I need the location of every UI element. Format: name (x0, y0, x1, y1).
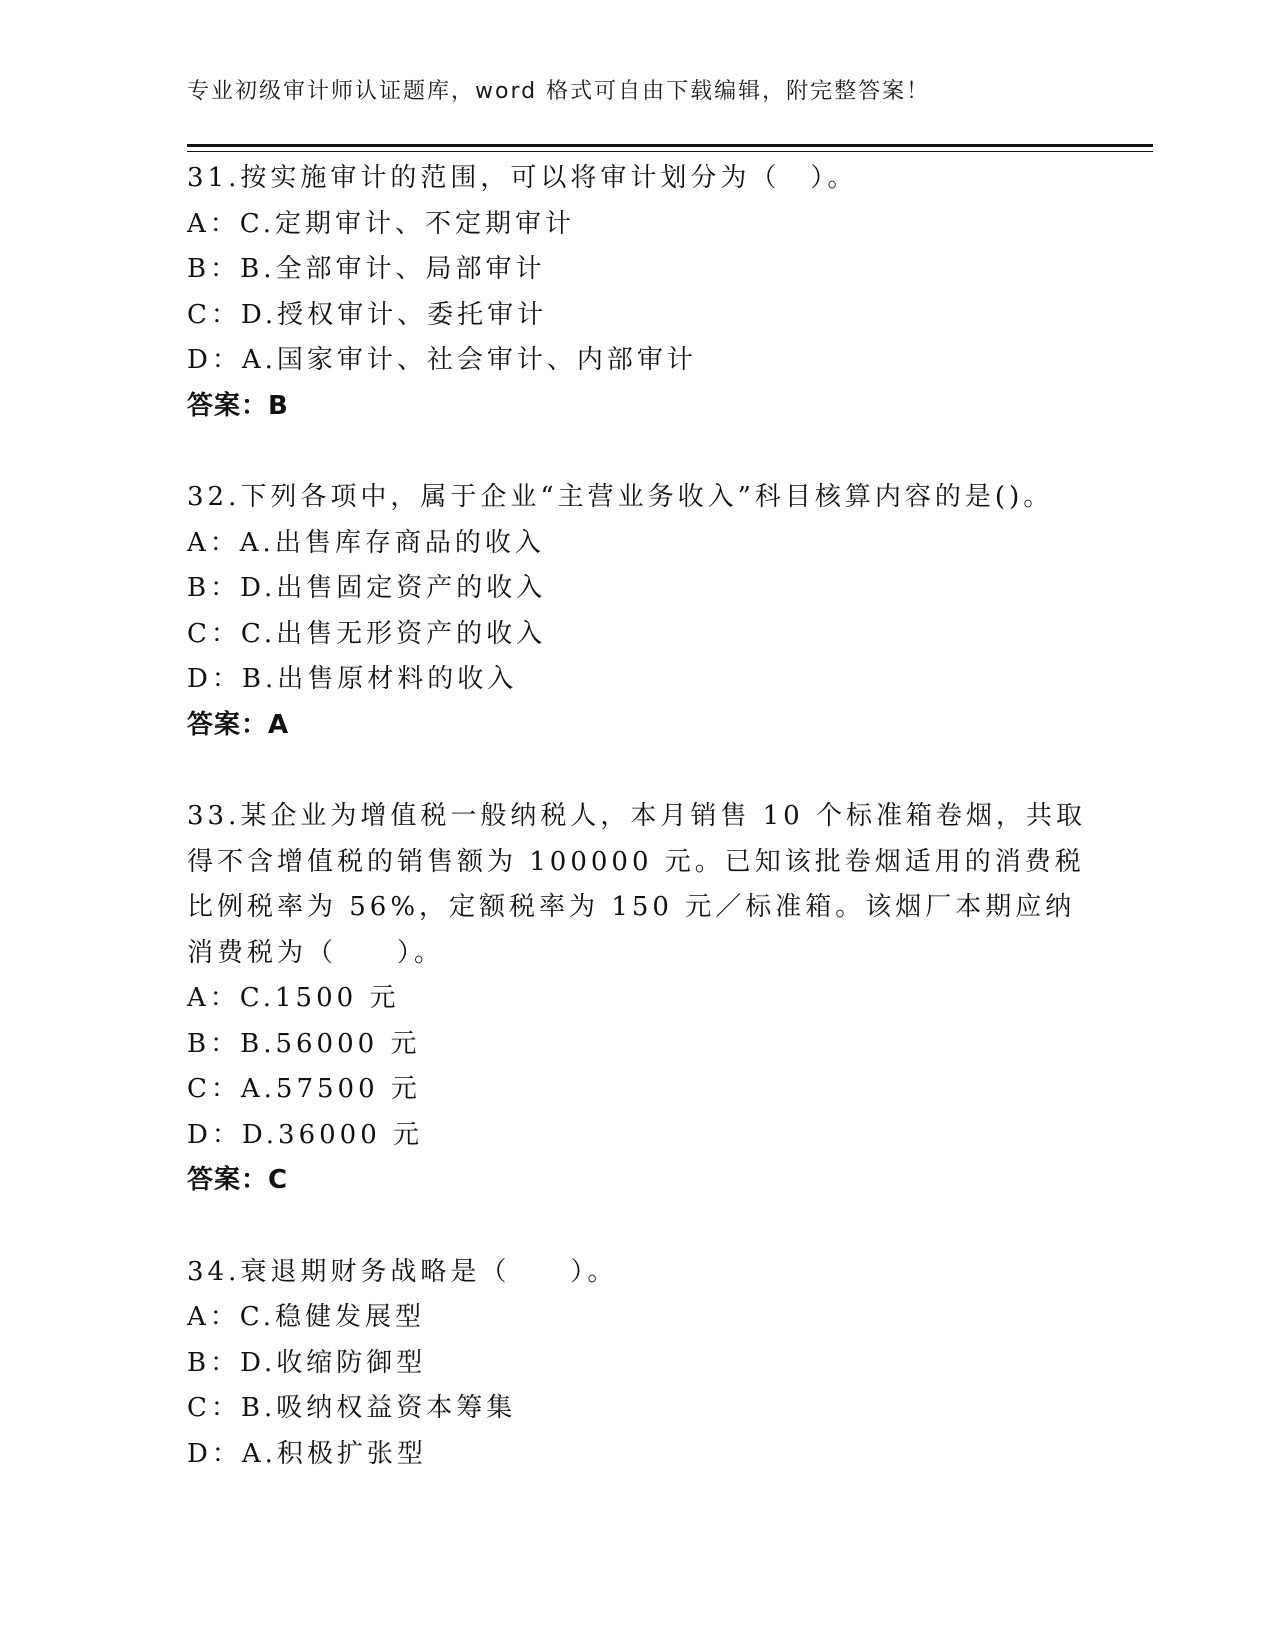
answer-line: 答案：C (187, 1165, 289, 1195)
option-b: B：D.出售固定资产的收入 (187, 573, 547, 603)
option-d: D：D.36000 元 (187, 1119, 424, 1150)
header-rule-thick (187, 144, 1153, 147)
option-a: A：C.1500 元 (187, 983, 400, 1013)
question-33 (187, 794, 1087, 1204)
question-32 (187, 475, 1087, 748)
question-stem: 32.下列各项中，属于企业“主营业务收入”科目核算内容的是()。 (187, 482, 1054, 512)
option-d: D：B.出售原材料的收入 (187, 664, 518, 694)
option-a: A：A.出售库存商品的收入 (187, 527, 545, 558)
option-b: B：B.56000 元 (187, 1028, 421, 1059)
question-stem: 31.按实施审计的范围，可以将审计划分为（ ）。 (187, 163, 858, 193)
answer-line: 答案：B (187, 390, 289, 421)
header-rule-thin (187, 151, 1153, 152)
question-stem: 33.某企业为增值税一般纳税人，本月销售 10 个标准箱卷烟，共取得不含增值税的销售额为 100000 元。已知该批卷烟适用的消费税比例税率为 56%，定额税率为 150 元／标准箱。该烟厂本期应纳消费税为（ ）。 (187, 801, 1086, 968)
question-31 (187, 156, 1087, 429)
option-a: A：C.定期审计、不定期审计 (187, 208, 576, 239)
answer-line: 答案：A (187, 709, 290, 740)
question-34 (187, 1250, 1087, 1478)
option-a: A：C.稳健发展型 (187, 1302, 426, 1332)
option-c: C：B.吸纳权益资本筹集 (187, 1393, 517, 1423)
option-d: D：A.国家审计、社会审计、内部审计 (187, 345, 697, 375)
question-stem: 34.衰退期财务战略是（ ）。 (187, 1256, 618, 1287)
option-c: C：D.授权审计、委托审计 (187, 299, 548, 330)
option-b: B：D.收缩防御型 (187, 1347, 427, 1378)
option-c: C：C.出售无形资产的收入 (187, 618, 547, 649)
option-b: B：B.全部审计、局部审计 (187, 254, 546, 284)
option-c: C：A.57500 元 (187, 1074, 421, 1104)
question-list (187, 156, 1087, 1477)
option-d: D：A.积极扩张型 (187, 1438, 427, 1469)
header-note: 专业初级审计师认证题库，word 格式可自由下载编辑，附完整答案！ (187, 79, 931, 104)
